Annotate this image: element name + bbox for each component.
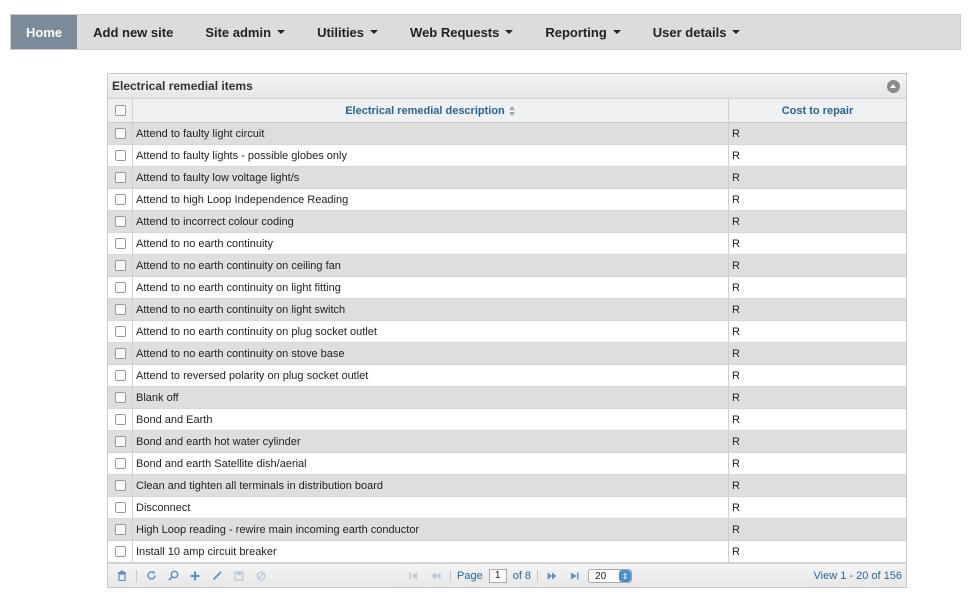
sort-icon — [509, 106, 516, 116]
row-checkbox-cell — [108, 475, 133, 496]
table-row[interactable] — [108, 453, 906, 475]
table-row[interactable] — [108, 321, 906, 343]
description-cell: Disconnect — [133, 497, 729, 518]
row-checkbox[interactable] — [115, 172, 126, 183]
edit-icon[interactable] — [209, 569, 225, 583]
chevron-updown-icon: ⇕ — [619, 570, 631, 582]
grid-caption — [108, 74, 906, 99]
description-cell: Bond and earth hot water cylinder — [133, 431, 729, 452]
cost-cell: R — [732, 171, 740, 184]
chevron-down-icon — [505, 30, 513, 34]
nav-add-new-site[interactable] — [77, 15, 189, 49]
add-icon[interactable] — [187, 569, 203, 583]
nav-home[interactable] — [11, 15, 77, 49]
remedial-items-grid — [107, 73, 907, 588]
cost-cell: R — [732, 347, 740, 360]
description-cell: Attend to no earth continuity — [133, 233, 729, 254]
pager-divider — [136, 570, 137, 582]
row-checkbox-cell — [108, 365, 133, 386]
row-checkbox[interactable] — [115, 370, 126, 381]
cost-cell: R — [732, 237, 740, 250]
cost-cell: R — [732, 391, 740, 404]
description-cell: Attend to no earth continuity on light switch — [133, 299, 729, 320]
nav-web-requests[interactable] — [394, 15, 529, 49]
description-cell: Clean and tighten all terminals in distribution board — [133, 475, 729, 496]
row-checkbox-cell — [108, 387, 133, 408]
row-checkbox-cell — [108, 167, 133, 188]
row-checkbox-cell — [108, 145, 133, 166]
previous-page-icon[interactable] — [428, 569, 444, 583]
nav-home-label: Home — [26, 24, 63, 40]
grid-title: Electrical remedial items — [112, 79, 253, 93]
row-checkbox[interactable] — [115, 458, 126, 469]
next-page-icon[interactable] — [544, 569, 560, 583]
page-label: Page — [457, 570, 483, 582]
first-page-icon[interactable] — [406, 569, 422, 583]
row-checkbox[interactable] — [115, 414, 126, 425]
refresh-icon[interactable] — [143, 569, 159, 583]
table-row[interactable] — [108, 519, 906, 541]
table-row[interactable] — [108, 365, 906, 387]
header-checkbox-cell — [108, 99, 133, 122]
save-icon[interactable] — [231, 569, 247, 583]
table-row[interactable] — [108, 431, 906, 453]
nav-web-requests-label: Web Requests — [410, 24, 500, 40]
chevron-down-icon — [613, 30, 621, 34]
description-cell: Attend to no earth continuity on stove base — [133, 343, 729, 364]
chevron-down-icon — [732, 30, 740, 34]
cost-cell: R — [732, 457, 740, 470]
row-checkbox[interactable] — [115, 524, 126, 535]
chevron-down-icon — [277, 30, 285, 34]
nav-reporting-label: Reporting — [545, 24, 607, 40]
cost-cell: R — [732, 215, 740, 228]
description-cell: Blank off — [133, 387, 729, 408]
cost-cell: R — [732, 435, 740, 448]
search-icon[interactable] — [165, 569, 181, 583]
cost-cell: R — [732, 127, 740, 140]
cost-cell: R — [732, 501, 740, 514]
row-checkbox-cell — [108, 343, 133, 364]
row-checkbox-cell — [108, 255, 133, 276]
row-checkbox[interactable] — [115, 326, 126, 337]
table-row[interactable] — [108, 409, 906, 431]
description-cell: High Loop reading - rewire main incoming earth conductor — [133, 519, 729, 540]
trash-icon[interactable] — [114, 569, 130, 583]
row-checkbox-cell — [108, 519, 133, 540]
pager-divider — [537, 570, 538, 582]
cost-cell: R — [732, 369, 740, 382]
table-row[interactable] — [108, 277, 906, 299]
cost-cell: R — [732, 149, 740, 162]
cost-cell: R — [732, 259, 740, 272]
row-checkbox[interactable] — [115, 502, 126, 513]
page-count: of 8 — [512, 570, 532, 582]
table-row[interactable] — [108, 475, 906, 497]
description-cell: Attend to high Loop Independence Reading — [133, 189, 729, 210]
description-cell: Bond and Earth — [133, 409, 729, 430]
row-checkbox-cell — [108, 211, 133, 232]
chevron-down-icon — [370, 30, 378, 34]
pager-navigation — [406, 564, 632, 588]
row-checkbox[interactable] — [115, 128, 126, 139]
row-checkbox-cell — [108, 189, 133, 210]
row-checkbox[interactable] — [115, 392, 126, 403]
row-checkbox-cell — [108, 409, 133, 430]
description-cell: Attend to faulty low voltage light/s — [133, 167, 729, 188]
row-checkbox-cell — [108, 299, 133, 320]
row-checkbox-cell — [108, 277, 133, 298]
select-all-checkbox[interactable] — [115, 105, 126, 116]
cost-cell: R — [732, 303, 740, 316]
nav-user-details-label: User details — [652, 24, 727, 40]
row-checkbox[interactable] — [115, 546, 126, 557]
table-row[interactable] — [108, 123, 906, 145]
row-checkbox[interactable] — [115, 348, 126, 359]
table-row[interactable] — [108, 145, 906, 167]
row-checkbox[interactable] — [115, 304, 126, 315]
table-row[interactable] — [108, 167, 906, 189]
nav-utilities[interactable] — [301, 15, 394, 49]
description-cell: Attend to reversed polarity on plug socket outlet — [133, 365, 729, 386]
last-page-icon[interactable] — [566, 569, 582, 583]
column-header-cost[interactable] — [729, 99, 906, 122]
row-checkbox[interactable] — [115, 216, 126, 227]
row-checkbox-cell — [108, 453, 133, 474]
cost-cell: R — [732, 545, 740, 558]
cost-cell: R — [732, 479, 740, 492]
nav-site-admin[interactable] — [189, 15, 301, 49]
nav-add-new-site-label: Add new site — [93, 24, 174, 40]
table-row[interactable] — [108, 299, 906, 321]
row-checkbox[interactable] — [115, 260, 126, 271]
description-cell: Attend to no earth continuity on plug socket outlet — [133, 321, 729, 342]
row-checkbox-cell — [108, 497, 133, 518]
cost-cell: R — [732, 281, 740, 294]
description-cell: Attend to incorrect colour coding — [133, 211, 729, 232]
row-checkbox-cell — [108, 233, 133, 254]
table-row[interactable] — [108, 189, 906, 211]
collapse-icon[interactable] — [887, 80, 900, 93]
cost-cell: R — [732, 523, 740, 536]
main-navbar — [10, 14, 961, 50]
table-row[interactable] — [108, 497, 906, 519]
pager-actions — [108, 569, 275, 583]
table-row[interactable] — [108, 233, 906, 255]
cost-cell: R — [732, 325, 740, 338]
row-checkbox-cell — [108, 321, 133, 342]
description-cell: Attend to no earth continuity on ceiling fan — [133, 255, 729, 276]
nav-reporting[interactable] — [529, 15, 636, 49]
description-cell: Install 10 amp circuit breaker — [133, 541, 729, 562]
column-header-description-label: Electrical remedial description — [345, 104, 505, 117]
description-cell: Bond and earth Satellite dish/aerial — [133, 453, 729, 474]
nav-utilities-label: Utilities — [317, 24, 365, 40]
view-records-text: View 1 - 20 of 156 — [813, 570, 902, 582]
row-checkbox[interactable] — [115, 238, 126, 249]
cost-cell: R — [732, 193, 740, 206]
grid-body — [108, 123, 906, 563]
page-number-input[interactable]: 1 — [489, 569, 507, 583]
rows-per-page-value: 20 — [595, 570, 607, 582]
row-checkbox[interactable] — [115, 282, 126, 293]
table-row[interactable] — [108, 541, 906, 563]
row-checkbox-cell — [108, 431, 133, 452]
description-cell: Attend to no earth continuity on light fitting — [133, 277, 729, 298]
nav-site-admin-label: Site admin — [205, 24, 272, 40]
column-header-cost-label: Cost to repair — [781, 104, 854, 117]
table-row[interactable] — [108, 211, 906, 233]
cancel-icon[interactable] — [253, 569, 269, 583]
grid-pager — [108, 563, 906, 587]
pager-divider — [450, 570, 451, 582]
pager-record-info — [814, 564, 902, 588]
table-row[interactable] — [108, 387, 906, 409]
table-row[interactable] — [108, 343, 906, 365]
description-cell: Attend to faulty light circuit — [133, 123, 729, 144]
row-checkbox[interactable] — [115, 480, 126, 491]
column-header-description[interactable] — [133, 99, 729, 122]
grid-header-row — [108, 99, 906, 123]
table-row[interactable] — [108, 255, 906, 277]
rows-per-page-select[interactable] — [588, 569, 632, 583]
row-checkbox[interactable] — [115, 194, 126, 205]
cost-cell: R — [732, 413, 740, 426]
row-checkbox-cell — [108, 541, 133, 562]
description-cell: Attend to faulty lights - possible globes only — [133, 145, 729, 166]
row-checkbox-cell — [108, 123, 133, 144]
row-checkbox[interactable] — [115, 150, 126, 161]
row-checkbox[interactable] — [115, 436, 126, 447]
nav-user-details[interactable] — [637, 15, 757, 49]
